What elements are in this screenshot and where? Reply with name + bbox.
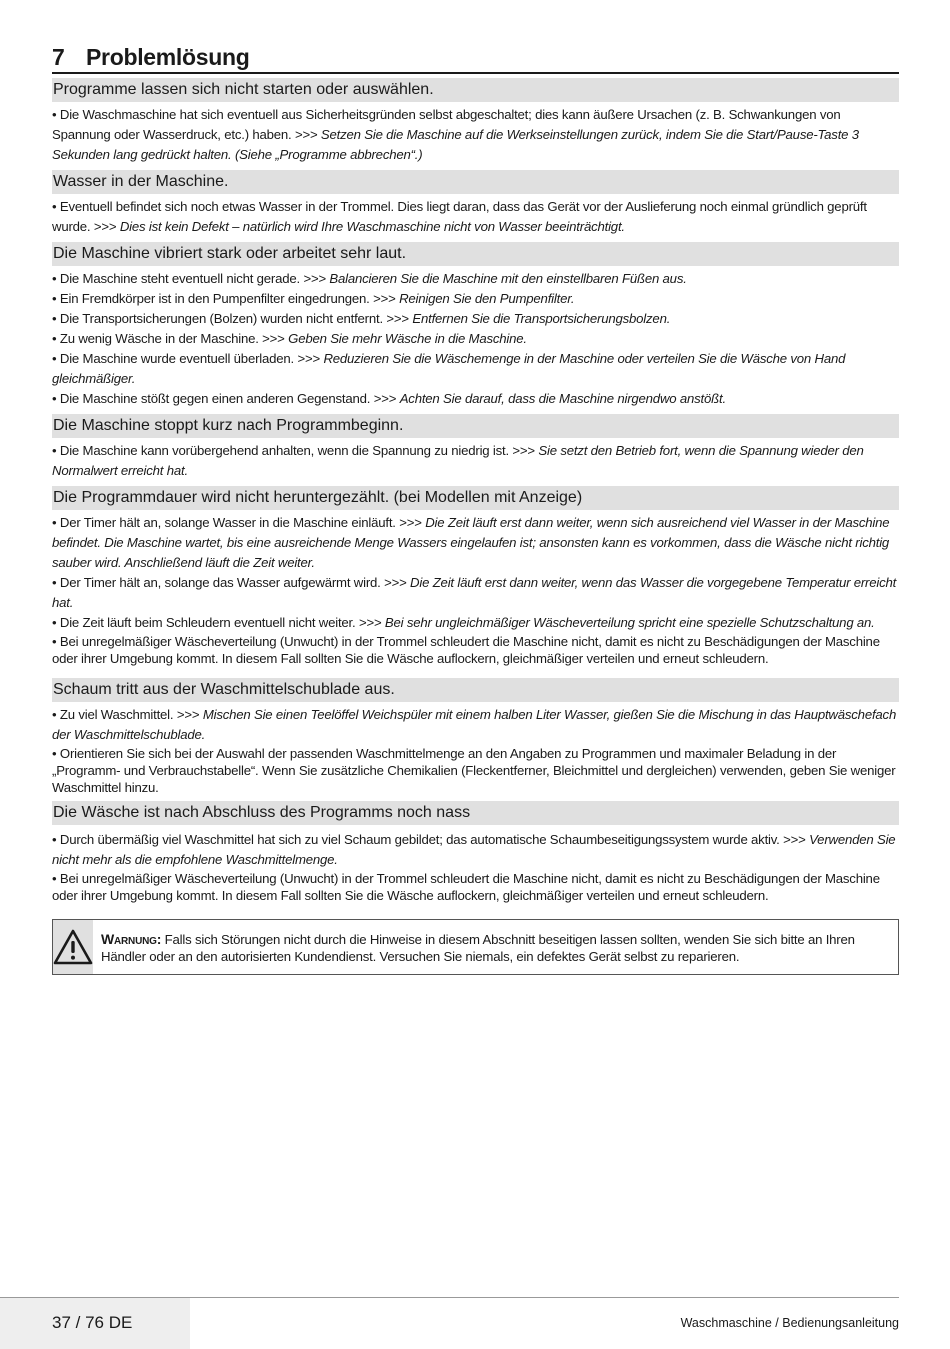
solution-text: Die Zeit läuft erst dann weiter, wenn sich ausreichend viel Wasser in der Maschine befindet. Die Maschine wartet, bis eine ausreichende Menge Wassers eingelaufen ist; ansonsten kann es vorkommen, dass die Wäsche nicht richtig sauber wird. Anschließend läuft die Zeit weiter. [52,515,890,570]
solution-text: Dies ist kein Defekt – natürlich wird Ihre Waschmaschine nicht von Wasser beeinträchtigt. [119,219,625,234]
list-item [52,105,899,165]
document-title: Waschmaschine / Bedienungsanleitung [680,1316,899,1330]
section-heading: Die Maschine vibriert stark oder arbeitet sehr laut. [52,242,899,266]
warning-icon-cell [53,920,93,974]
warning-label: Warnung: [101,931,162,947]
section-heading: Die Wäsche ist nach Abschluss des Programms noch nass [52,801,899,825]
solution-text: Reinigen Sie den Pumpenfilter. [399,291,575,306]
cause-text: • Die Maschine wurde eventuell überladen. >>> [52,351,324,366]
section-body [52,702,899,797]
list-item [52,441,899,481]
cause-text: • Orientieren Sie sich bei der Auswahl der passenden Waschmittelmenge an den Angaben zu Programmen und maximaler Beladung in der „Programm- und Verbrauchstabelle“. Wenn Sie zusätzliche Chemikalien (Fleckentferner, Bleichmittel und dergleichen) verwenden, geben Sie weniger Waschmittel hinzu. [52,746,896,795]
troubleshooting-sections [52,78,899,905]
cause-text: • Zu viel Waschmittel. >>> [52,707,203,722]
cause-text: • Zu wenig Wäsche in der Maschine. >>> [52,331,289,346]
cause-text: • Die Maschine kann vorübergehend anhalten, wenn die Spannung zu niedrig ist. >>> [52,443,539,458]
solution-text: Die Zeit läuft erst dann weiter, wenn das Wasser die vorgegebene Temperatur erreicht hat. [52,575,897,610]
warning-text [93,920,898,974]
solution-text: Verwenden Sie nicht mehr als die empfohlene Waschmittelmenge. [52,832,896,867]
cause-text: • Der Timer hält an, solange das Wasser aufgewärmt wird. >>> [52,575,411,590]
cause-text: • Die Zeit läuft beim Schleudern eventuell nicht weiter. >>> [52,615,385,630]
list-item [52,513,899,573]
cause-text: • Ein Fremdkörper ist in den Pumpenfilter eingedrungen. >>> [52,291,400,306]
warning-message: Falls sich Störungen nicht durch die Hinweise in diesem Abschnitt beseitigen lassen sollten, wenden Sie sich bitte an Ihren Händler oder an den autorisierten Kundendienst. Versuchen Sie niemals, ein defektes Gerät selbst zu reparieren. [101,932,855,964]
section-heading: Schaum tritt aus der Waschmittelschublade aus. [52,678,899,702]
section-body [52,102,899,166]
list-item [52,745,899,796]
cause-text: • Der Timer hält an, solange Wasser in die Maschine einläuft. >>> [52,515,426,530]
solution-text: Setzen Sie die Maschine auf die Werkseinstellungen zurück, indem Sie die Start/Pause-Taste 3 Sekunden lang gedrückt halten. (Siehe „Programme abbrechen“.) [52,127,859,162]
cause-text: • Die Maschine steht eventuell nicht gerade. >>> [52,271,330,286]
list-item [52,705,899,745]
list-item [52,389,899,409]
solution-text: Mischen Sie einen Teelöffel Weichspüler mit einem halben Liter Wasser, gießen Sie die Mischung in das Hauptwäschefach der Waschmittelschublade. [52,707,897,742]
list-item [52,309,899,329]
solution-text: Sie setzt den Betrieb fort, wenn die Spannung wieder den Normalwert erreicht hat. [52,443,864,478]
cause-text: • Die Waschmaschine hat sich eventuell aus Sicherheitsgründen selbst abgeschaltet; dies kann äußere Ursachen (z. B. Schwankungen von Spannung oder Wasserdruck, etc.) haben. >>> [52,107,841,142]
cause-text: • Die Transportsicherungen (Bolzen) wurden nicht entfernt. >>> [52,311,413,326]
list-item [52,613,899,633]
solution-text: Balancieren Sie die Maschine mit den einstellbaren Füßen aus. [329,271,687,286]
section-body [52,266,899,410]
page-footer [0,1297,899,1349]
cause-text: • Bei unregelmäßiger Wäscheverteilung (Unwucht) in der Trommel schleudert die Maschine nicht, damit es nicht zu Beschädigungen der Maschine oder ihrer Umgebung kommt. In diesem Fall sollten Sie die Wäsche auflockern, gleichmäßiger verteilen und erneut schleudern. [52,634,880,666]
warning-box [52,919,899,975]
page-number-box [0,1298,190,1349]
cause-text: • Die Maschine stößt gegen einen anderen Gegenstand. >>> [52,391,400,406]
section-heading: Programme lassen sich nicht starten oder auswählen. [52,78,899,102]
list-item [52,633,899,667]
page-content [52,44,899,975]
section-body [52,825,899,905]
list-item [52,289,899,309]
chapter-number: 7 [52,44,65,70]
cause-text: • Eventuell befindet sich noch etwas Wasser in der Trommel. Dies liegt daran, dass das Gerät vor der Auslieferung noch einmal gründlich geprüft wurde. >>> [52,199,867,234]
list-item [52,329,899,349]
list-item [52,830,899,870]
warning-triangle-icon [53,929,93,965]
chapter-heading [52,44,899,74]
list-item [52,269,899,289]
section-heading: Die Programmdauer wird nicht heruntergezählt. (bei Modellen mit Anzeige) [52,486,899,510]
cause-text: • Bei unregelmäßiger Wäscheverteilung (Unwucht) in der Trommel schleudert die Maschine nicht, damit es nicht zu Beschädigungen der Maschine oder ihrer Umgebung kommt. In diesem Fall sollten Sie die Wäsche auflockern, gleichmäßiger verteilen und erneut schleudern. [52,871,880,903]
solution-text: Reduzieren Sie die Wäschemenge in der Maschine oder verteilen Sie die Wäsche von Hand gleichmäßiger. [52,351,846,386]
section-body [52,194,899,238]
section-heading: Wasser in der Maschine. [52,170,899,194]
list-item [52,870,899,904]
list-item [52,349,899,389]
solution-text: Bei sehr ungleichmäßiger Wäscheverteilung spricht eine spezielle Schutzschaltung an. [384,615,875,630]
chapter-title: Problemlösung [86,44,250,70]
solution-text: Achten Sie darauf, dass die Maschine nirgendwo anstößt. [399,391,726,406]
list-item [52,197,899,237]
solution-text: Entfernen Sie die Transportsicherungsbolzen. [412,311,671,326]
section-body [52,510,899,668]
cause-text: • Durch übermäßig viel Waschmittel hat sich zu viel Schaum gebildet; das automatische Schaumbeseitigungssystem wurde aktiv. >>> [52,832,810,847]
section-heading: Die Maschine stoppt kurz nach Programmbeginn. [52,414,899,438]
section-body [52,438,899,482]
page-number: 37 / 76 DE [52,1313,133,1332]
list-item [52,573,899,613]
solution-text: Geben Sie mehr Wäsche in die Maschine. [288,331,527,346]
